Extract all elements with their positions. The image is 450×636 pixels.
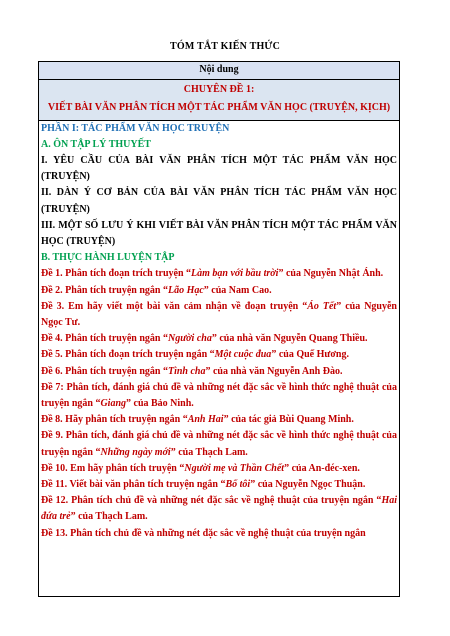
exercise-item: [41, 347, 397, 363]
exercise-item: [41, 266, 397, 282]
exercise-item: [41, 380, 397, 412]
exercise-label: Đề 3.: [41, 300, 69, 312]
exercise-label: Đề 6.: [41, 365, 66, 377]
work-title: Người mẹ và Thần Chết: [184, 462, 285, 474]
work-title: Lão Hạc: [167, 284, 204, 296]
exercise-author: ” của An-đéc-xen.: [284, 462, 360, 474]
exercise-item: [41, 364, 397, 380]
theory-item: II. DÀN Ý CƠ BẢN CỦA BÀI VĂN PHÂN TÍCH TÁC PHẨM VĂN HỌC (TRUYỆN): [41, 187, 397, 215]
exercise-item: [41, 299, 397, 331]
work-title: Làm bạn với bầu trời: [191, 268, 279, 280]
exercise-prompt: Phân tích đoạn trích truyện “: [65, 268, 192, 280]
exercise-item: [41, 526, 397, 542]
work-title: Một cuộc đua: [214, 349, 272, 361]
exercise-author: ” của Quế Hương.: [271, 349, 349, 361]
exercise-prompt: Em hãy viết một bài văn cảm nhận về đoạn truyện “: [68, 300, 308, 312]
exercise-author: ” của Nguyễn Ngọc Thuận.: [250, 479, 366, 491]
exercise-author: ” của nhà văn Nguyễn Anh Đào.: [205, 365, 343, 377]
exercise-prompt: Phân tích truyện ngắn “: [65, 333, 168, 345]
work-title: Giang: [100, 398, 127, 410]
exercise-item: [41, 283, 397, 299]
exercise-label: Đề 7:: [41, 381, 67, 393]
exercise-prompt: Phân tích chủ đề và những nét đặc sắc về nghệ thuật của truyện ngắn “: [71, 495, 382, 507]
topic-heading: [39, 80, 399, 121]
exercise-author: ” của Thạch Lam.: [170, 446, 248, 458]
exercise-label: Đề 5.: [41, 349, 66, 361]
exercise-prompt: Phân tích truyện ngắn “: [65, 284, 168, 296]
exercise-author: ” của Nguyễn Nhật Ánh.: [278, 268, 384, 280]
work-title: Những ngày mới: [100, 446, 171, 458]
exercise-label: Đề 10.: [41, 462, 71, 474]
exercise-label: Đề 11.: [41, 479, 70, 491]
table-header: Nội dung: [39, 62, 399, 80]
exercise-label: Đề 8.: [41, 414, 66, 426]
exercise-item: [41, 331, 397, 347]
exercise-label: Đề 13.: [41, 527, 71, 539]
exercise-item: [41, 428, 397, 460]
section-b-heading: B. THỰC HÀNH LUYỆN TẬP: [41, 252, 175, 264]
exercise-prompt: Hãy phân tích truyện ngắn “: [65, 414, 188, 426]
topic-title: VIẾT BÀI VĂN PHÂN TÍCH MỘT TÁC PHẨM VĂN HỌC (TRUYỆN, KỊCH): [47, 102, 391, 114]
exercise-author: ” của Thạch Lam.: [70, 511, 148, 523]
exercise-label: Đề 9.: [41, 430, 66, 442]
exercise-author: ” của Bảo Ninh.: [126, 398, 194, 410]
exercise-label: Đề 12.: [41, 495, 72, 507]
section-a-heading: A. ÔN TẬP LÝ THUYẾT: [41, 138, 151, 150]
work-title: Bố tôi: [225, 479, 251, 491]
part-heading: PHẦN I: TÁC PHẨM VĂN HỌC TRUYỆN: [41, 122, 230, 134]
table-body: [39, 121, 399, 596]
work-title: Hai đứa trẻ: [41, 495, 397, 523]
document-title: TÓM TẮT KIẾN THỨC: [170, 41, 280, 52]
exercise-item: [41, 493, 397, 525]
exercise-label: Đề 2.: [41, 284, 66, 296]
exercise-prompt: Viết bài văn phân tích truyện ngắn “: [69, 479, 226, 491]
work-title: Anh Hai: [187, 414, 224, 426]
exercise-author: ” của Nguyễn Ngọc Tư.: [41, 300, 397, 329]
exercise-prompt: Phân tích, đánh giá chủ đề và những nét đặc sắc về hình thức nghệ thuật của truyện ngắn “: [41, 430, 397, 458]
exercise-item: [41, 461, 397, 477]
exercise-prompt: Phân tích, đánh giá chủ đề và những nét đặc sắc về hình thức nghệ thuật của truyện ngắn “: [41, 381, 397, 410]
exercise-item: [41, 477, 397, 493]
topic-number: CHUYÊN ĐỀ 1:: [183, 84, 255, 95]
exercise-label: Đề 1.: [41, 268, 66, 280]
work-title: Áo Tết: [307, 300, 337, 312]
work-title: Người cha: [167, 333, 212, 345]
exercise-author: ” của nhà văn Nguyễn Quang Thiều.: [211, 333, 368, 345]
theory-item: III. MỘT SỐ LƯU Ý KHI VIẾT BÀI VĂN PHÂN TÍCH MỘT TÁC PHẨM VĂN HỌC (TRUYỆN): [41, 219, 397, 248]
exercise-prompt: Phân tích đoạn trích truyện ngắn “: [65, 349, 215, 361]
exercise-label: Đề 4.: [41, 333, 66, 345]
theory-item: I. YÊU CẦU CỦA BÀI VĂN PHÂN TÍCH MỘT TÁC PHẨM VĂN HỌC (TRUYỆN): [41, 155, 397, 183]
content-table: [38, 61, 400, 597]
exercise-author: ” của tác giả Bùi Quang Minh.: [223, 414, 354, 426]
exercise-prompt: Em hãy phân tích truyện “: [70, 462, 185, 474]
work-title: Tình cha: [167, 365, 206, 377]
exercise-author: ” của Nam Cao.: [203, 284, 272, 296]
exercise-list: [41, 266, 397, 541]
exercise-prompt: Phân tích truyện ngắn “: [65, 365, 168, 377]
exercise-item: [41, 412, 397, 428]
exercise-prompt: Phân tích chủ đề và những nét đặc sắc về nghệ thuật của truyện ngắn: [70, 527, 366, 539]
